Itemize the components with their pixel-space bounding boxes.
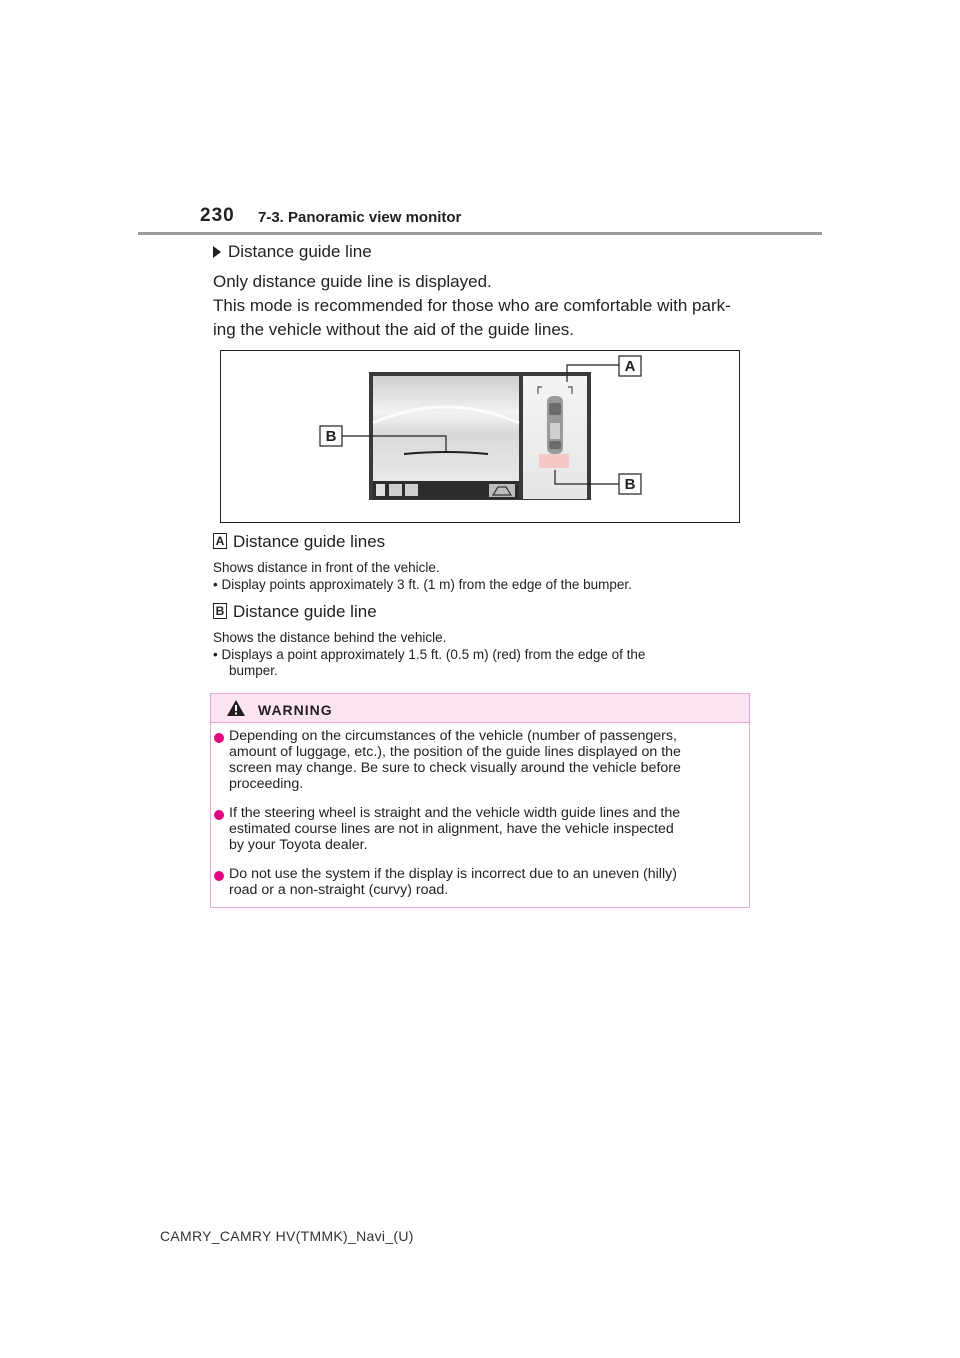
callout-a: A [624, 358, 636, 375]
intro-line-1: Only distance guide line is displayed. [213, 272, 492, 291]
subheading [213, 242, 372, 262]
arrow-right-icon [213, 246, 221, 258]
warning-triangle-icon [226, 699, 246, 717]
warning-3-line-1: Do not use the system if the display is incorrect due to an uneven (hilly) [229, 866, 677, 882]
warning-2-line-3: by your Toyota dealer. [229, 837, 368, 853]
warning-2-line-1: If the steering wheel is straight and the vehicle width guide lines and the [229, 805, 681, 821]
warning-2-line-2: estimated course lines are not in alignment, have the vehicle inspected [229, 821, 674, 837]
warning-1-line-4: proceeding. [229, 776, 304, 792]
warning-bullet [214, 733, 224, 743]
intro-line-3: ing the vehicle without the aid of the guide lines. [213, 320, 575, 339]
item-b-desc: Shows the distance behind the vehicle. [213, 630, 447, 645]
monitor-figure [220, 350, 740, 523]
tag-a: A [213, 533, 227, 549]
warning-bullet [214, 871, 224, 881]
page-number: 230 [200, 205, 235, 226]
intro-line-2: This mode is recommended for those who are comfortable with park- [213, 296, 731, 315]
header-rule [138, 232, 822, 235]
panoramic-monitor-illustration [221, 351, 741, 524]
subheading-text: Distance guide line [228, 242, 372, 261]
item-b-bullet-1: • Displays a point approximately 1.5 ft. (0.5 m) (red) from the edge of the [213, 647, 646, 662]
footer-model-code: CAMRY_CAMRY HV(TMMK)_Navi_(U) [160, 1228, 414, 1244]
warning-1-line-2: amount of luggage, etc.), the position of the guide lines displayed on the [229, 744, 681, 760]
item-a-bullet: • Display points approximately 3 ft. (1 m) from the edge of the bumper. [213, 577, 632, 592]
warning-1-line-3: screen may change. Be sure to check visually around the vehicle before [229, 760, 681, 776]
item-a-desc: Shows distance in front of the vehicle. [213, 560, 440, 575]
warning-bullet [214, 810, 224, 820]
item-b-bullet-2: bumper. [229, 663, 278, 678]
callout-b-left: B [325, 428, 337, 445]
item-a-title: Distance guide lines [233, 532, 386, 551]
callout-b-right: B [624, 476, 636, 493]
warning-title: WARNING [258, 702, 333, 718]
warning-1-line-1: Depending on the circumstances of the vehicle (number of passengers, [229, 728, 677, 744]
section-title: 7-3. Panoramic view monitor [258, 209, 462, 226]
item-b-title: Distance guide line [233, 602, 377, 621]
warning-3-line-2: road or a non-straight (curvy) road. [229, 882, 449, 898]
tag-b: B [213, 603, 227, 619]
